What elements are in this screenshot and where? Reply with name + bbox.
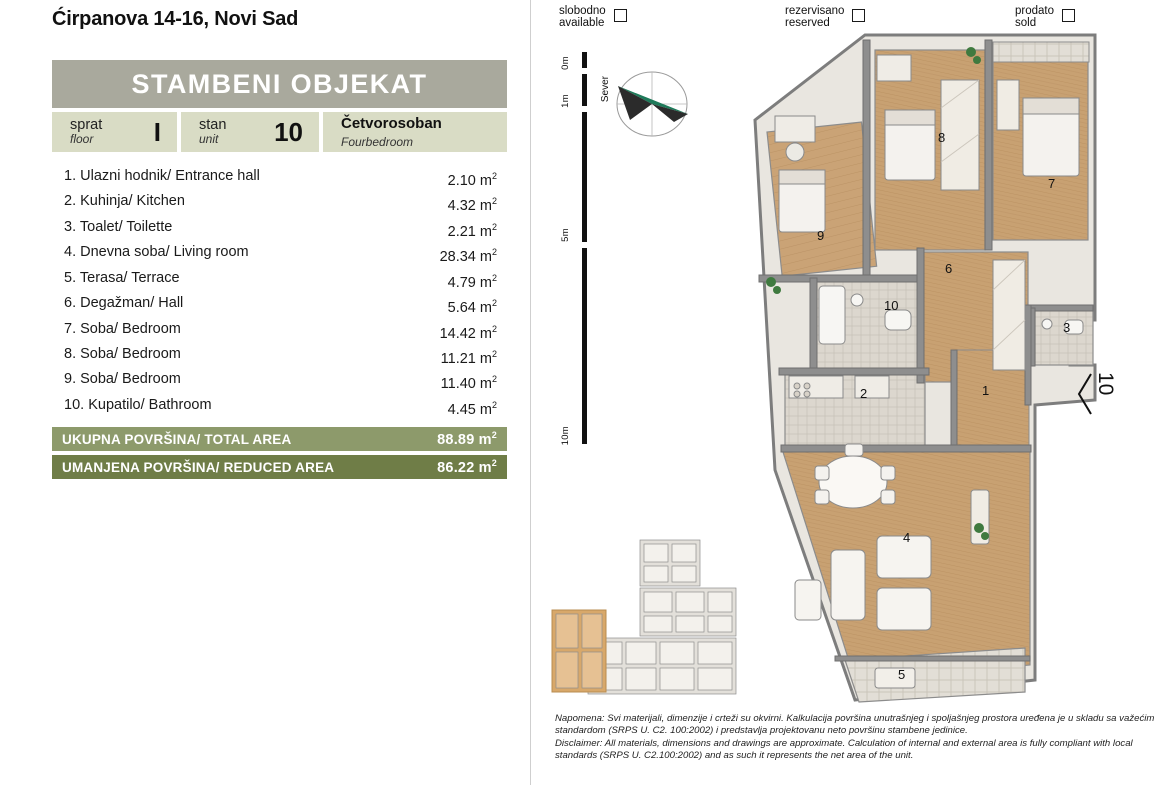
disclaimer-en: Disclaimer: All materials, dimensions and drawings are approximate. Calculation of internal and external area is fully compliant with local standards (SRPS U. C2.100:2002) and as such it represents the net area of the unit. [555,738,1133,761]
legend-available-sr: slobodno [559,5,606,17]
room-area: 5.64 m [447,299,492,316]
room-name: Terasa/ Terrace [79,269,180,286]
key-plan-drawing[interactable] [548,538,748,698]
room-name: Kuhinja/ Kitchen [80,193,185,210]
room-list [52,166,507,420]
list-item: 5. Terasa/ Terrace 4.79 $m^2$ [64,269,497,291]
legend-sold-en: sold [1015,17,1037,30]
room-number-8: 8 [938,130,946,145]
room-number-4: 4 [903,530,911,545]
room-name: Kupatilo/ Bathroom [88,396,212,413]
scale-tick-label: 10m [560,426,571,446]
compass-rose [600,62,705,142]
room-number: 3. [64,218,77,235]
room-number-9: 9 [817,228,825,243]
unit-value: 10 [274,116,303,147]
list-item: 7. Soba/ Bedroom 14.42 $m^2$ [64,320,497,342]
room-number-5: 5 [898,667,906,682]
room-number-1: 1 [982,383,990,398]
room-area: 28.34 m [439,249,492,266]
checkbox-icon-available[interactable] [614,9,627,22]
room-number: 10. [64,396,85,413]
legend-available-en: available [559,17,605,30]
floor-value: I [153,116,161,147]
room-number: 4. [64,244,77,261]
reduced-area-bar: UMANJENA POVRŠINA/ REDUCED AREA 86.22 $m^2$ [52,455,507,479]
info-panel [0,0,530,785]
scale-tick-label: 5m [560,228,571,242]
list-item: 8. Soba/ Bedroom 11.21 $m^2$ [64,345,497,367]
list-item: 1. Ulazni hodnik/ Entrance hall 2.10 $m^2$ [64,168,497,189]
room-number: 9. [64,371,77,388]
total-area-label: UKUPNA POVRŠINA/ TOTAL AREA [62,431,292,447]
room-area: 11.21 m [440,350,492,367]
room-name: Toalet/ Toilette [79,218,173,235]
floor-plan[interactable] [735,20,1135,710]
floor-cell [52,112,177,152]
compass-north-label: Sever [600,76,611,103]
room-number: 5. [64,269,77,286]
unit-marker-number: 10 [1094,372,1117,396]
room-area: 4.32 m [447,198,492,215]
room-area: 14.42 m [439,325,492,342]
room-number: 8. [64,345,77,362]
scale-bar-line [582,52,587,462]
room-number: 1. [64,168,77,184]
room-name: Degažman/ Hall [80,295,184,312]
room-number: 7. [64,320,77,337]
compass-icon [600,62,705,142]
room-number-7: 7 [1048,176,1056,191]
unit-info-card [52,60,507,479]
room-area: 11.40 m [440,376,492,393]
scale-tick-label: 0m [560,56,571,70]
room-area: 4.79 m [447,274,492,291]
building-type-banner [52,60,507,108]
floor-label-sr: sprat [70,117,103,134]
scale-gap [582,242,587,248]
room-number-6: 6 [945,261,953,276]
room-number-2: 2 [860,386,868,401]
scale-gap [582,106,587,112]
floor-label-en: floor [70,132,94,147]
scale-bar [560,46,600,476]
apartment-type-sr: Četvorosoban [341,115,442,132]
reduced-area-label: UMANJENA POVRŠINA/ REDUCED AREA [62,459,335,475]
disclaimer-sr: Napomena: Svi materijali, dimenzije i crteži su okvirni. Kalkulacija površina unutrašnjeg i spoljašnjeg prostora uređena je u skladu sa važećim standardom (SRPS U. C2. 100:2002) i predstavlja projektovanu neto površinu stambene jedinice. [555,713,1155,736]
room-name: Ulazni hodnik/ Entrance hall [80,168,260,184]
legend-item-available[interactable] [559,5,627,29]
panel-divider [530,0,531,785]
page-title: Ćirpanova 14-16, Novi Sad [52,8,299,30]
list-item: 9. Soba/ Bedroom 11.40 $m^2$ [64,371,497,393]
unit-cell [181,112,319,152]
apartment-type-cell [323,112,507,152]
floor-plan-drawing[interactable] [735,20,1135,710]
legend-reserved-sr: rezervisano [785,5,845,17]
scale-tick-label: 1m [560,94,571,108]
list-item: 4. Dnevna soba/ Living room 28.34 $m^2$ [64,244,497,266]
room-area: 2.10 m [447,172,492,189]
unit-label-en: unit [199,132,219,147]
room-number-3: 3 [1063,320,1071,335]
room-name: Soba/ Bedroom [80,371,181,388]
room-area: 4.45 m [447,401,492,418]
list-item: 3. Toalet/ Toilette 2.21 $m^2$ [64,218,497,240]
total-area-bar: UKUPNA POVRŠINA/ TOTAL AREA 88.89 $m^2$ [52,427,507,451]
scale-gap [582,68,587,74]
room-number: 6. [64,295,77,312]
unit-meta-row [52,112,507,152]
list-item: 2. Kuhinja/ Kitchen 4.32 $m^2$ [64,193,497,215]
room-name: Dnevna soba/ Living room [80,244,249,261]
list-item: 6. Degažman/ Hall 5.64 $m^2$ [64,295,497,316]
room-number-10: 10 [884,298,899,313]
room-number: 2. [64,193,77,210]
disclaimer [555,713,1155,761]
unit-orientation-marker [1075,370,1121,418]
room-area: 2.21 m [447,223,492,240]
room-name: Soba/ Bedroom [80,320,181,337]
apartment-type-en: Fourbedroom [341,135,414,149]
room-name: Soba/ Bedroom [80,345,181,362]
list-item: 10. Kupatilo/ Bathroom 4.45 $m^2$ [64,396,497,418]
legend-reserved-en: reserved [785,17,830,30]
legend-sold-sr: prodato [1015,5,1055,17]
building-type-label: STAMBENI OBJEKAT [131,68,428,99]
total-area-value: 88.89 m [437,432,492,449]
reduced-area-value: 86.22 m [437,460,492,477]
key-plan[interactable] [548,538,748,698]
scale-gap [582,444,587,462]
unit-label-sr: stan [199,117,227,134]
